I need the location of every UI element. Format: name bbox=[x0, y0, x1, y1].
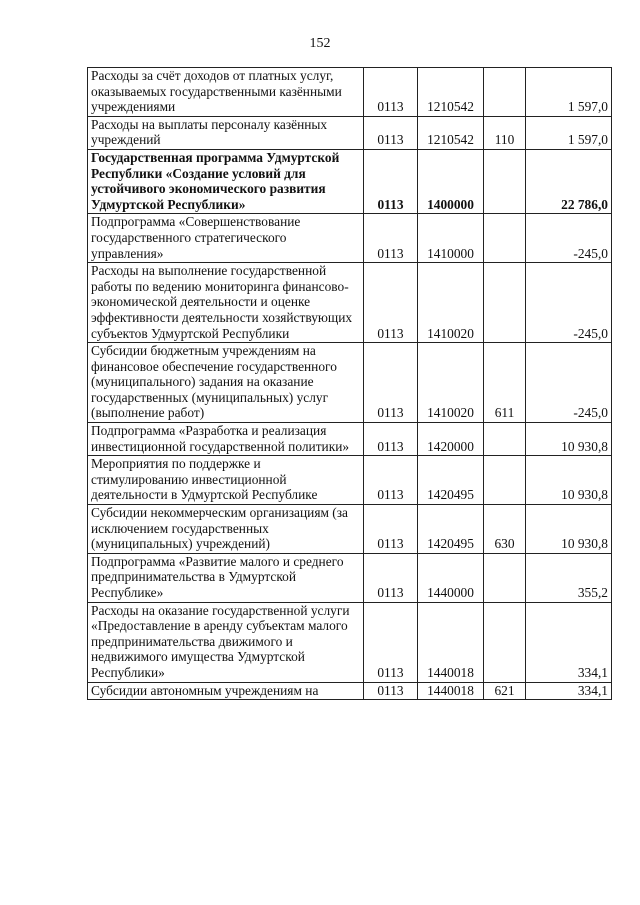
table-row bbox=[88, 423, 612, 456]
row-section-cell: 0113 bbox=[364, 116, 418, 149]
table-row bbox=[88, 116, 612, 149]
row-item-cell: 1410020 bbox=[418, 263, 484, 343]
row-name-cell: Расходы на выполнение государственной работы по ведению мониторинга финансово-экономической деятельности и оценке эффективности деятельности хозяйствующих субъектов Удмуртской Республики bbox=[88, 263, 364, 343]
row-type-cell: 630 bbox=[484, 505, 526, 554]
row-sum-cell: -245,0 bbox=[526, 343, 612, 423]
row-item-cell: 1420495 bbox=[418, 505, 484, 554]
table-row bbox=[88, 505, 612, 554]
row-name-cell: Субсидии бюджетным учреждениям на финансовое обеспечение государственного (муниципального) задания на оказание государственных (муниципальных) услуг (выполнение работ) bbox=[88, 343, 364, 423]
row-name-cell: Подпрограмма «Совершенствование государственного стратегического управления» bbox=[88, 214, 364, 263]
row-sum-cell: -245,0 bbox=[526, 263, 612, 343]
row-item-cell: 1210542 bbox=[418, 68, 484, 117]
row-name-cell: Субсидии некоммерческим организациям (за исключением государственных (муниципальных) учреждений) bbox=[88, 505, 364, 554]
row-section-cell: 0113 bbox=[364, 505, 418, 554]
row-sum-cell: 1 597,0 bbox=[526, 68, 612, 117]
budget-table-body bbox=[88, 68, 612, 700]
row-type-cell bbox=[484, 602, 526, 682]
row-type-cell bbox=[484, 553, 526, 602]
row-sum-cell: 10 930,8 bbox=[526, 505, 612, 554]
row-sum-cell: 334,1 bbox=[526, 602, 612, 682]
row-item-cell: 1400000 bbox=[418, 149, 484, 213]
row-name-cell: Расходы на оказание государственной услуги «Предоставление в аренду субъектам малого предпринимательства движимого и недвижимого имущества Удмуртской Республики» bbox=[88, 602, 364, 682]
row-section-cell: 0113 bbox=[364, 68, 418, 117]
row-name-cell: Мероприятия по поддержке и стимулированию инвестиционной деятельности в Удмуртской Республике bbox=[88, 456, 364, 505]
row-type-cell bbox=[484, 214, 526, 263]
row-section-cell: 0113 bbox=[364, 682, 418, 700]
row-name-cell: Подпрограмма «Развитие малого и среднего предпринимательства в Удмуртской Республике» bbox=[88, 553, 364, 602]
table-row bbox=[88, 214, 612, 263]
row-sum-cell: -245,0 bbox=[526, 214, 612, 263]
row-item-cell: 1410000 bbox=[418, 214, 484, 263]
row-type-cell: 621 bbox=[484, 682, 526, 700]
row-sum-cell: 10 930,8 bbox=[526, 456, 612, 505]
row-item-cell: 1440018 bbox=[418, 682, 484, 700]
row-sum-cell: 334,1 bbox=[526, 682, 612, 700]
table-row bbox=[88, 263, 612, 343]
row-section-cell: 0113 bbox=[364, 553, 418, 602]
row-item-cell: 1440000 bbox=[418, 553, 484, 602]
table-row bbox=[88, 553, 612, 602]
row-type-cell bbox=[484, 263, 526, 343]
budget-table bbox=[87, 67, 612, 700]
table-row bbox=[88, 149, 612, 213]
row-name-cell: Расходы за счёт доходов от платных услуг, оказываемых государственными казёнными учреждениями bbox=[88, 68, 364, 117]
row-type-cell bbox=[484, 68, 526, 117]
row-type-cell: 110 bbox=[484, 116, 526, 149]
row-section-cell: 0113 bbox=[364, 343, 418, 423]
page-number: 152 bbox=[309, 36, 331, 51]
table-row bbox=[88, 343, 612, 423]
row-item-cell: 1440018 bbox=[418, 602, 484, 682]
row-sum-cell: 22 786,0 bbox=[526, 149, 612, 213]
row-section-cell: 0113 bbox=[364, 263, 418, 343]
row-name-cell: Расходы на выплаты персоналу казённых учреждений bbox=[88, 116, 364, 149]
row-type-cell bbox=[484, 149, 526, 213]
row-sum-cell: 10 930,8 bbox=[526, 423, 612, 456]
row-section-cell: 0113 bbox=[364, 214, 418, 263]
table-row bbox=[88, 602, 612, 682]
row-name-cell: Субсидии автономным учреждениям на bbox=[88, 682, 364, 700]
row-type-cell bbox=[484, 423, 526, 456]
row-sum-cell: 355,2 bbox=[526, 553, 612, 602]
row-name-cell: Подпрограмма «Разработка и реализация инвестиционной государственной политики» bbox=[88, 423, 364, 456]
row-section-cell: 0113 bbox=[364, 456, 418, 505]
row-name-cell: Государственная программа Удмуртской Республики «Создание условий для устойчивого экономического развития Удмуртской Республики» bbox=[88, 149, 364, 213]
row-type-cell: 611 bbox=[484, 343, 526, 423]
row-type-cell bbox=[484, 456, 526, 505]
table-row bbox=[88, 68, 612, 117]
row-section-cell: 0113 bbox=[364, 602, 418, 682]
row-section-cell: 0113 bbox=[364, 423, 418, 456]
row-section-cell: 0113 bbox=[364, 149, 418, 213]
row-item-cell: 1410020 bbox=[418, 343, 484, 423]
row-item-cell: 1420495 bbox=[418, 456, 484, 505]
row-item-cell: 1210542 bbox=[418, 116, 484, 149]
table-row bbox=[88, 682, 612, 700]
row-sum-cell: 1 597,0 bbox=[526, 116, 612, 149]
row-item-cell: 1420000 bbox=[418, 423, 484, 456]
table-row bbox=[88, 456, 612, 505]
